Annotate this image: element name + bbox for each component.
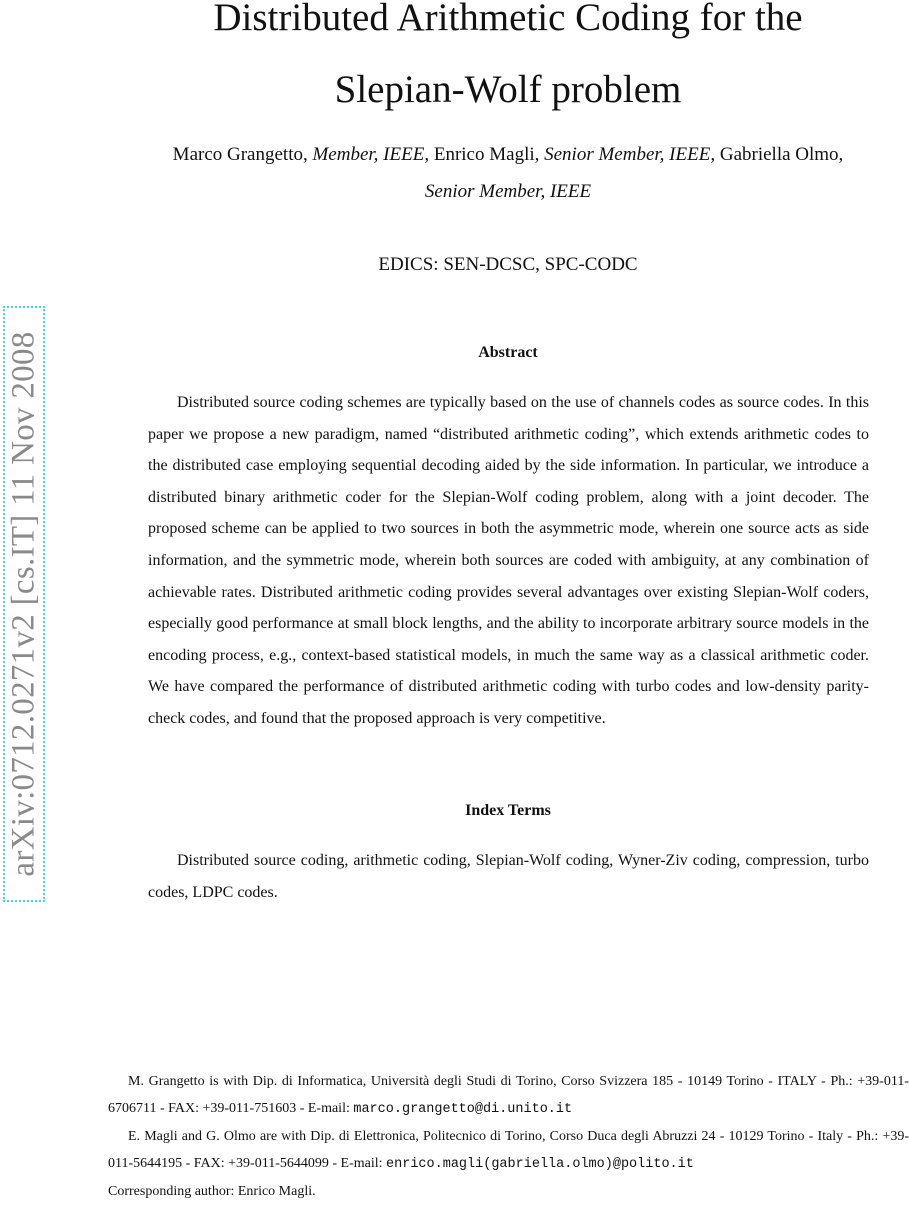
index-terms-heading: Index Terms bbox=[465, 802, 551, 819]
arxiv-identifier-text: arXiv:0712.0271v2 [cs.IT] 11 Nov 2008 bbox=[5, 331, 42, 877]
author-footnotes bbox=[108, 1068, 909, 1205]
author-list bbox=[108, 136, 908, 210]
footnote-corresponding-author: Corresponding author: Enrico Magli. bbox=[108, 1184, 316, 1199]
author-1-name: Marco Grangetto, bbox=[172, 144, 308, 165]
author-3-role: Senior Member, IEEE bbox=[424, 181, 592, 202]
author-1-role: Member, IEEE, bbox=[312, 144, 430, 165]
edics-line: EDICS: SEN-DCSC, SPC-CODC bbox=[378, 254, 638, 275]
author-2-role: Senior Member, IEEE, bbox=[544, 144, 716, 165]
paper-title-line-2: Slepian-Wolf problem bbox=[334, 68, 682, 111]
index-terms-body: Distributed source coding, arithmetic coding, Slepian-Wolf coding, Wyner-Ziv coding, compression, turbo codes, LDPC codes. bbox=[148, 852, 869, 901]
footnote-grangetto: M. Grangetto is with Dip. di Informatica, Università degli Studi di Torino, Corso Svizzera 185 - 10149 Torino - ITALY - Ph.: +39-011-6706711 - FAX: +39-011-751603 - E-mail: marco.grangetto@di.unito.it bbox=[108, 1074, 909, 1117]
author-3-name: Gabriella Olmo, bbox=[719, 144, 844, 165]
author-2-name: Enrico Magli, bbox=[433, 144, 540, 165]
footnote-magli-olmo: E. Magli and G. Olmo are with Dip. di Elettronica, Politecnico di Torino, Corso Duca degli Abruzzi 24 - 10129 Torino - Italy - Ph.: +39-011-5644195 - FAX: +39-011-5644099 - E-mail: enrico.magli(gabriella.olmo)@polito.it bbox=[108, 1129, 909, 1172]
abstract-body: Distributed source coding schemes are typically based on the use of channels codes as source codes. In this paper we propose a new paradigm, named “distributed arithmetic coding”, which extends arithmetic codes to the distributed case employing sequential decoding aided by the side information. In particular, we introduce a distributed binary arithmetic coder for the Slepian-Wolf coding problem, along with a joint decoder. The proposed scheme can be applied to two sources in both the asymmetric mode, wherein one source acts as side information, and the symmetric mode, wherein both sources are coded with ambiguity, at any combination of achievable rates. Distributed arithmetic coding provides several advantages over existing Slepian-Wolf coders, especially good performance at small block lengths, and the ability to incorporate arbitrary source models in the encoding process, e.g., context-based statistical models, in much the same way as a classical arithmetic coder. We have compared the performance of distributed arithmetic coding with turbo codes and low-density parity-check codes, and found that the proposed approach is very competitive. bbox=[148, 394, 869, 727]
email-magli-olmo: enrico.magli(gabriella.olmo)@polito.it bbox=[386, 1157, 694, 1172]
arxiv-identifier-stamp bbox=[3, 306, 45, 902]
email-grangetto: marco.grangetto@di.unito.it bbox=[353, 1102, 573, 1117]
paper-title-line-1: Distributed Arithmetic Coding for the bbox=[213, 0, 803, 39]
abstract-heading: Abstract bbox=[478, 344, 538, 361]
